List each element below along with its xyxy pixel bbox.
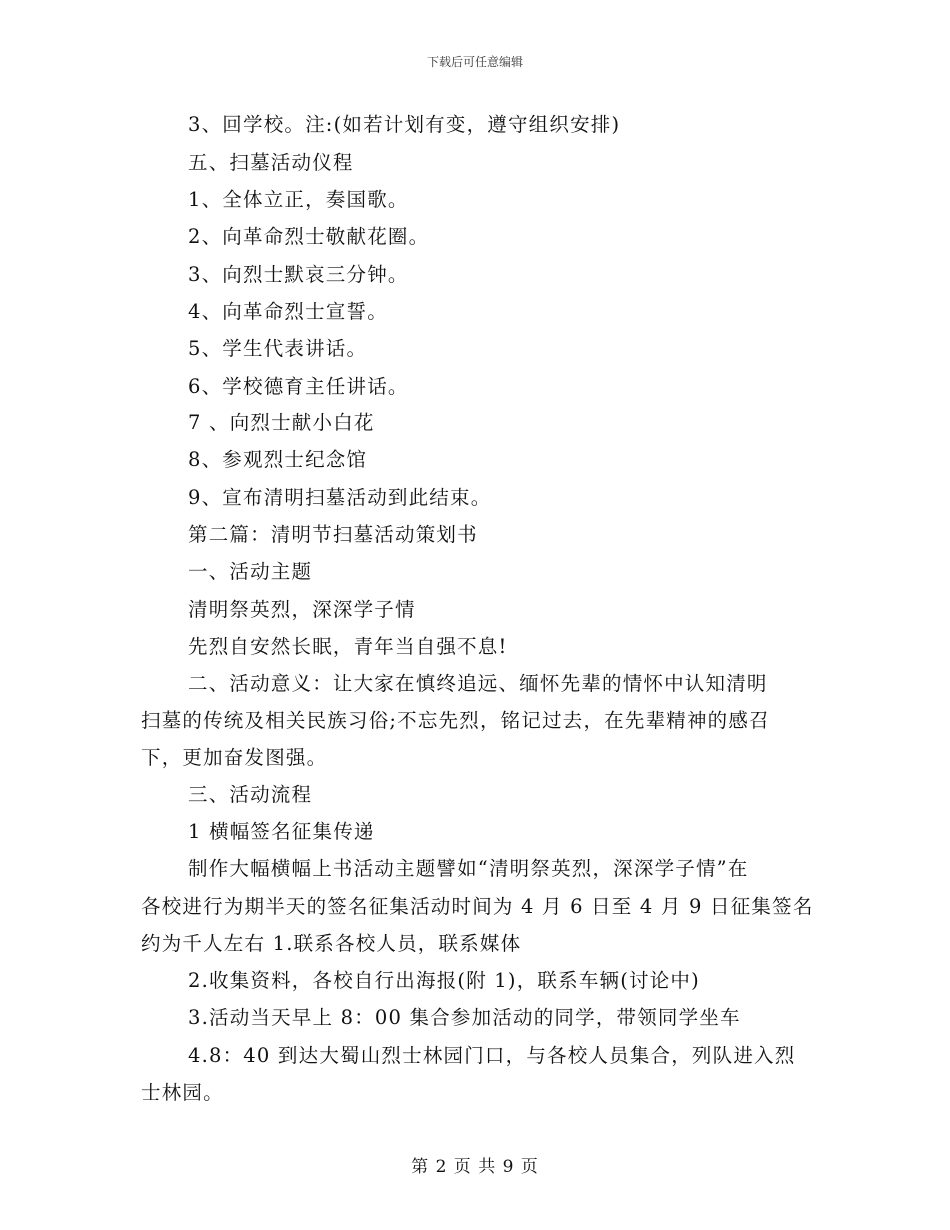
paragraph-line: 士林园。 — [141, 1081, 224, 1104]
paragraph-line: 2.收集资料，各校自行出海报(附 1)，联系车辆(讨论中) — [188, 969, 700, 992]
list-item: 9、宣布清明扫墓活动到此结束。 — [188, 486, 492, 509]
paragraph-line: 各校进行为期半天的签名征集活动时间为 4 月 6 日至 4 月 9 日征集签名 — [141, 895, 814, 918]
list-item: 8、参观烈士纪念馆 — [188, 448, 368, 471]
list-item: 4、向革命烈士宣誓。 — [188, 300, 388, 323]
paragraph-line: 3.活动当天早上 8：00 集合参加活动的同学，带领同学坐车 — [188, 1006, 741, 1029]
list-item: 5、学生代表讲话。 — [188, 337, 368, 360]
list-item: 6、学校德育主任讲话。 — [188, 375, 409, 398]
section-heading: 一、活动主题 — [188, 560, 313, 583]
chapter-heading: 第二篇：清明节扫墓活动策划书 — [188, 523, 478, 546]
paragraph-line: 4.8：40 到达大蜀山烈士林园门口，与各校人员集合，列队进入烈 — [188, 1044, 796, 1067]
text-line: 清明祭英烈，深深学子情 — [188, 598, 416, 621]
section-heading: 三、活动流程 — [188, 783, 313, 806]
list-item: 2、向革命烈士敬献花圈。 — [188, 225, 430, 248]
list-item: 1、全体立正，奏国歌。 — [188, 188, 409, 211]
text-line: 3、回学校。注:(如若计划有变，遵守组织安排) — [188, 113, 621, 136]
paragraph-line: 二、活动意义：让大家在慎终追远、缅怀先辈的情怀中认知清明 — [188, 672, 768, 695]
list-item: 3、向烈士默哀三分钟。 — [188, 263, 409, 286]
header-note: 下载后可任意编辑 — [426, 55, 523, 69]
paragraph-line: 扫墓的传统及相关民族习俗;不忘先烈，铭记过去，在先辈精神的感召 — [141, 709, 770, 732]
section-heading: 五、扫墓活动仪程 — [188, 151, 354, 174]
text-line: 先烈自安然长眠，青年当自强不息! — [188, 635, 508, 658]
sub-heading: 1 横幅签名征集传递 — [188, 820, 375, 843]
page-number: 第 2 页 共 9 页 — [411, 1157, 539, 1177]
paragraph-line: 约为千人左右 1.联系各校人员，联系媒体 — [141, 932, 522, 955]
paragraph-line: 下，更加奋发图强。 — [141, 746, 328, 769]
paragraph-line: 制作大幅横幅上书活动主题譬如“清明祭英烈，深深学子情”在 — [188, 857, 749, 880]
list-item: 7 、向烈士献小白花 — [188, 411, 375, 434]
